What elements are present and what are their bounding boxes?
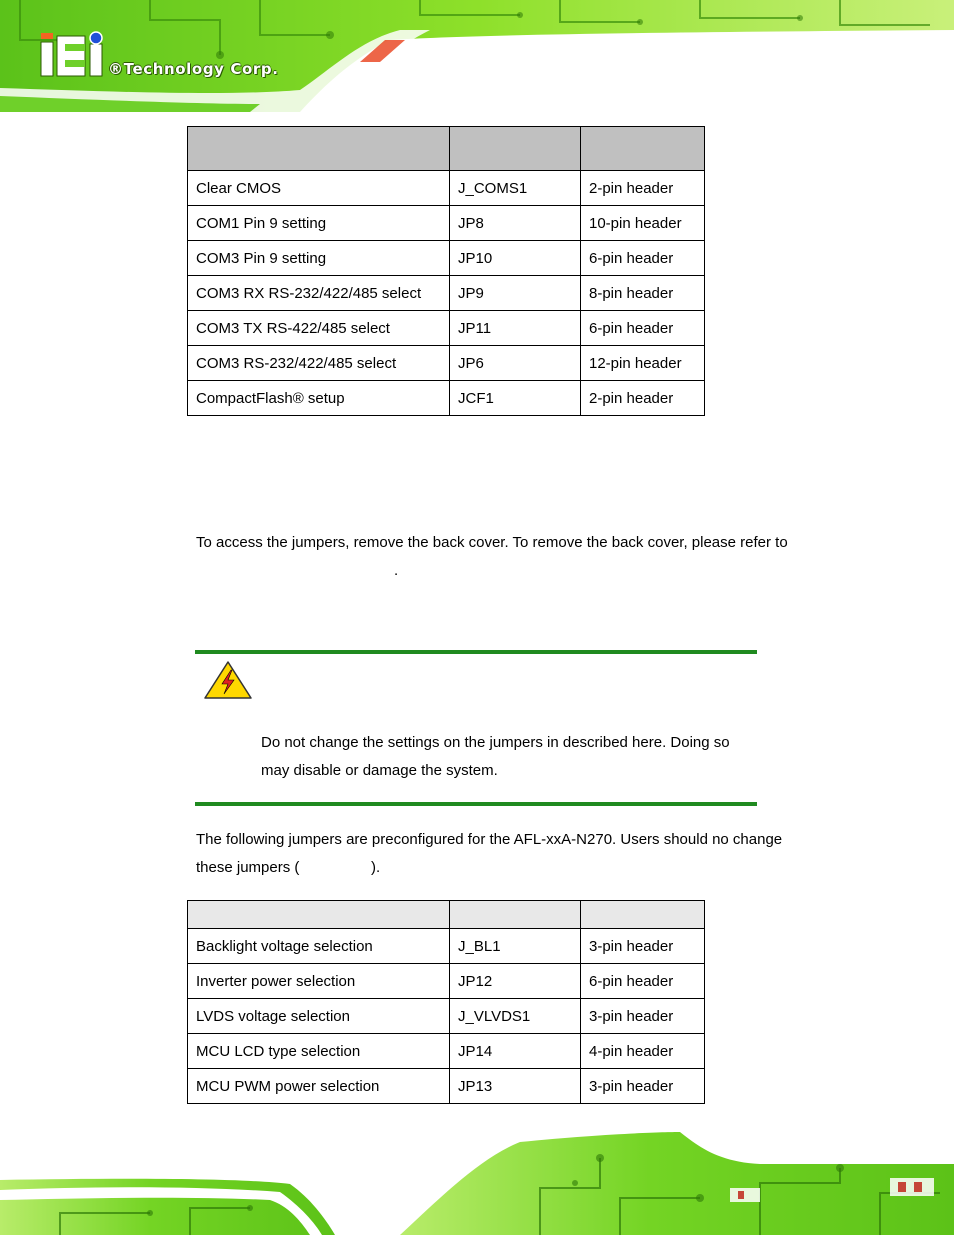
warning-top-rule (195, 650, 757, 654)
header-cell (450, 127, 581, 171)
cell-description: Clear CMOS (188, 171, 450, 206)
cell-description: COM3 TX RS-422/485 select (188, 311, 450, 346)
cell-label: JP11 (450, 311, 581, 346)
preconfigured-paragraph-line2-end: ). (371, 859, 381, 876)
cell-label: JP12 (450, 964, 581, 999)
cell-type: 2-pin header (581, 171, 705, 206)
table-row (188, 346, 705, 381)
table-row (188, 241, 705, 276)
cell-type: 6-pin header (581, 964, 705, 999)
header-cell (188, 901, 450, 929)
warning-line2: may disable or damage the system. (261, 762, 498, 779)
cell-type: 10-pin header (581, 206, 705, 241)
warning-icon (203, 660, 253, 700)
table-row (188, 1034, 705, 1069)
cell-label: JP6 (450, 346, 581, 381)
header-cell (188, 127, 450, 171)
table-row (188, 171, 705, 206)
table-row (188, 964, 705, 999)
table-row (188, 381, 705, 416)
header-banner (0, 0, 954, 112)
cell-label: JP10 (450, 241, 581, 276)
cell-description: LVDS voltage selection (188, 999, 450, 1034)
jumper-settings-table (187, 126, 705, 416)
table-row (188, 999, 705, 1034)
cell-type: 4-pin header (581, 1034, 705, 1069)
warning-bottom-rule (195, 802, 757, 806)
table-header-row (188, 127, 705, 171)
cell-description: COM3 RS-232/422/485 select (188, 346, 450, 381)
table-row (188, 276, 705, 311)
cell-label: JP8 (450, 206, 581, 241)
cell-description: MCU PWM power selection (188, 1069, 450, 1104)
cell-type: 8-pin header (581, 276, 705, 311)
footer-banner (0, 1128, 954, 1235)
cell-type: 6-pin header (581, 241, 705, 276)
cell-label: J_BL1 (450, 929, 581, 964)
access-paragraph-line1: To access the jumpers, remove the back cover. To remove the back cover, please refer to (196, 534, 788, 551)
cell-label: J_COMS1 (450, 171, 581, 206)
warning-line1: Do not change the settings on the jumpers in described here. Doing so (261, 734, 730, 751)
cell-description: COM3 Pin 9 setting (188, 241, 450, 276)
cell-label: JCF1 (450, 381, 581, 416)
warning-message (261, 729, 730, 785)
cell-type: 2-pin header (581, 381, 705, 416)
cell-type: 3-pin header (581, 1069, 705, 1104)
cell-label: JP13 (450, 1069, 581, 1104)
iei-logo (38, 30, 108, 80)
table-header-row (188, 901, 705, 929)
table-row (188, 311, 705, 346)
cell-label: J_VLVDS1 (450, 999, 581, 1034)
cell-type: 6-pin header (581, 311, 705, 346)
table-row (188, 1069, 705, 1104)
preconfigured-paragraph-line1: The following jumpers are preconfigured for the AFL-xxA-N270. Users should no change (196, 831, 783, 848)
logo-wordmark: ®Technology Corp. (108, 60, 279, 78)
header-cell (581, 901, 705, 929)
header-cell (581, 127, 705, 171)
preconfigured-jumpers-table (187, 900, 705, 1104)
cell-type: 3-pin header (581, 929, 705, 964)
table-row (188, 929, 705, 964)
cell-description: COM3 RX RS-232/422/485 select (188, 276, 450, 311)
cell-type: 12-pin header (581, 346, 705, 381)
access-paragraph-line2: . (394, 562, 399, 579)
cell-label: JP9 (450, 276, 581, 311)
cell-description: Backlight voltage selection (188, 929, 450, 964)
preconfigured-paragraph-line2-start: these jumpers ( (196, 859, 300, 876)
cell-type: 3-pin header (581, 999, 705, 1034)
cell-label: JP14 (450, 1034, 581, 1069)
cell-description: COM1 Pin 9 setting (188, 206, 450, 241)
cell-description: CompactFlash® setup (188, 381, 450, 416)
header-cell (450, 901, 581, 929)
cell-description: Inverter power selection (188, 964, 450, 999)
table-row (188, 206, 705, 241)
cell-description: MCU LCD type selection (188, 1034, 450, 1069)
